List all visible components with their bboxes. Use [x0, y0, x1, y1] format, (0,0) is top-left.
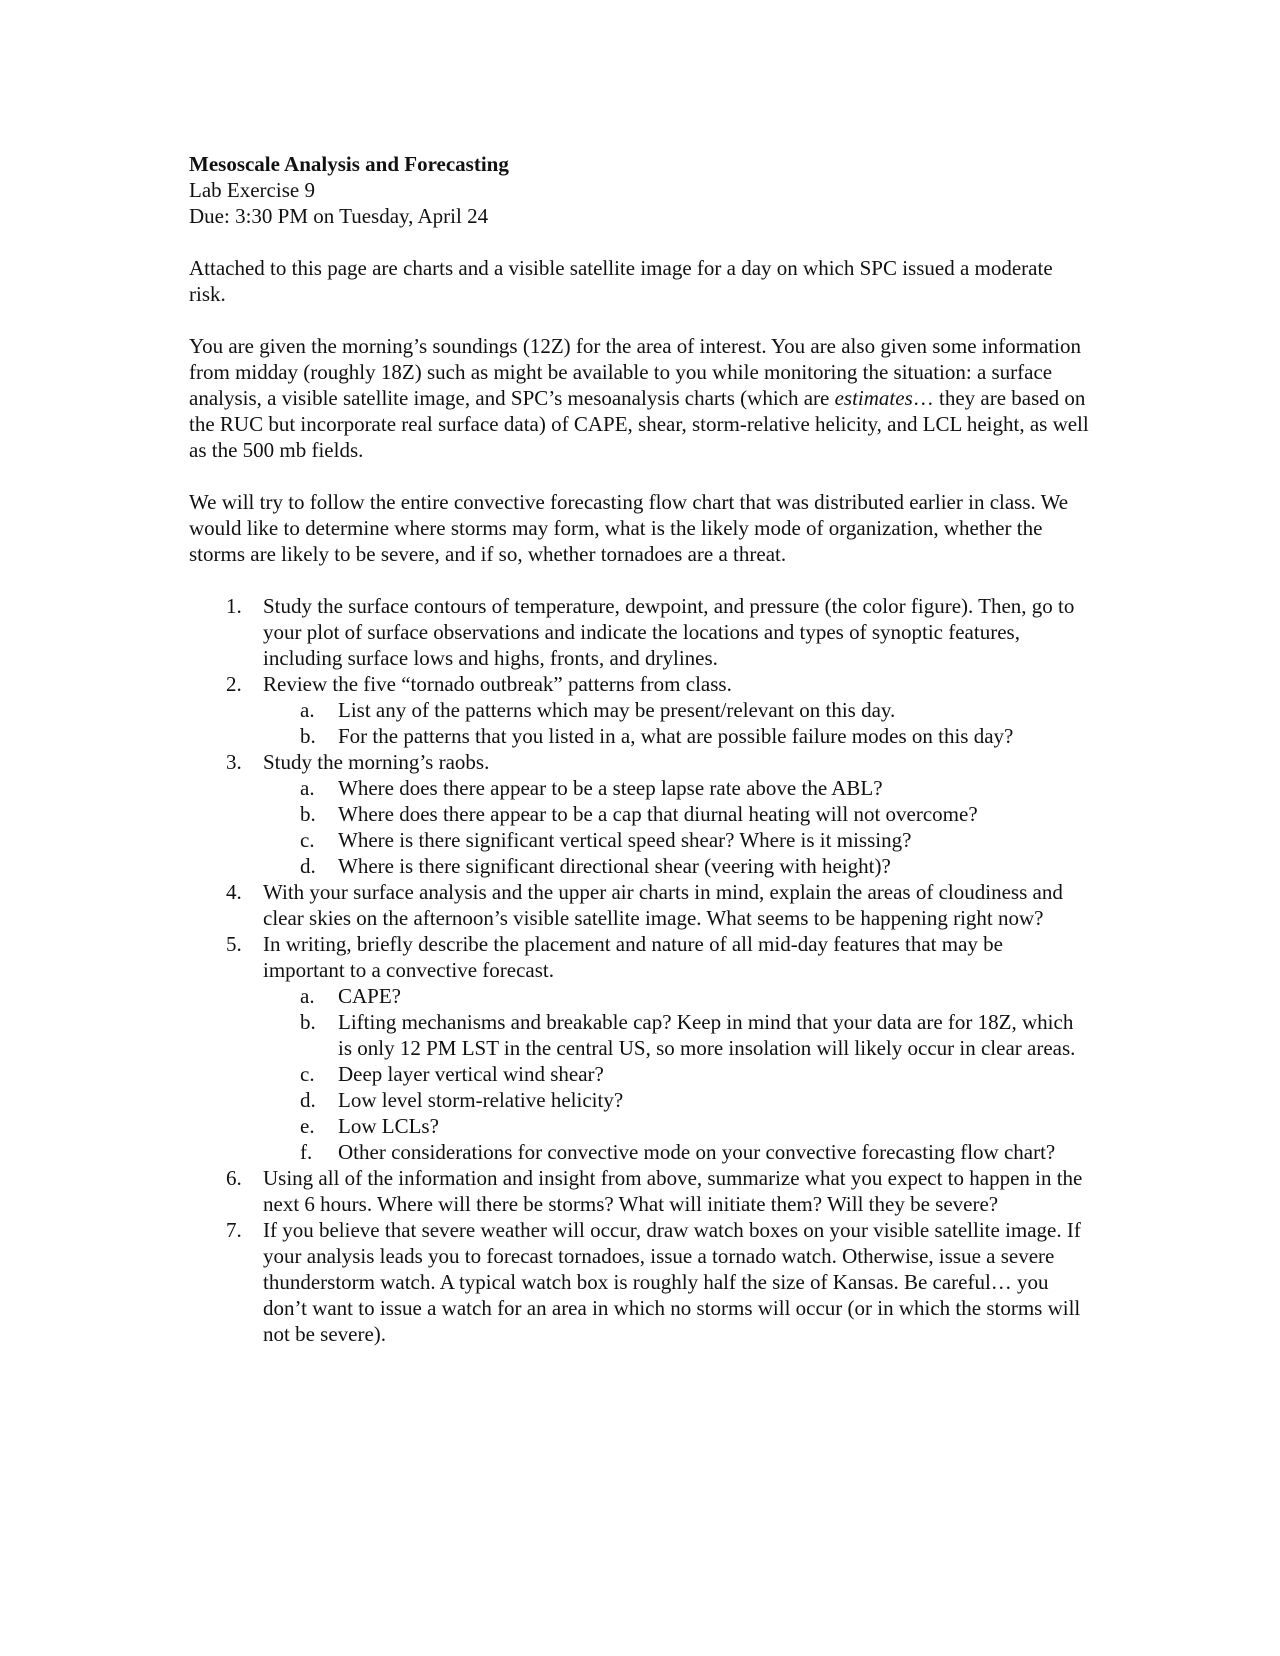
- subtask-letter: b.: [300, 1010, 316, 1034]
- intro-paragraph-3: We will try to follow the entire convective forecasting flow chart that was distributed earlier in class. We would like to determine where storms may form, what is the likely mode of organization, whether the storms are likely to be severe, and if so, whether tornadoes are a threat.: [189, 490, 1069, 566]
- subtask-item: [263, 723, 1089, 749]
- subtask-text: Where is there significant directional shear (veering with height)?: [338, 854, 891, 878]
- subtask-text: Low level storm-relative helicity?: [338, 1088, 624, 1112]
- subtask-item: [263, 1113, 1089, 1139]
- task-item: [189, 879, 1089, 931]
- subtask-item: [263, 853, 1089, 879]
- subtask-text: Where does there appear to be a cap that diurnal heating will not overcome?: [338, 802, 978, 826]
- subtask-text: Deep layer vertical wind shear?: [338, 1062, 604, 1086]
- task-number: 2.: [226, 672, 242, 696]
- document-title: Mesoscale Analysis and Forecasting: [189, 152, 509, 176]
- task-number: 1.: [226, 594, 242, 618]
- subtask-item: [263, 775, 1089, 801]
- task-list: [189, 593, 1089, 1347]
- subtask-item: [263, 1087, 1089, 1113]
- task-number: 4.: [226, 880, 242, 904]
- task-text: Review the five “tornado outbreak” patterns from class.: [263, 672, 732, 696]
- task-number: 6.: [226, 1166, 242, 1190]
- intro-paragraph-2: [189, 333, 1089, 463]
- subtask-letter: a.: [300, 984, 315, 1008]
- task-item: [189, 1217, 1089, 1347]
- subtask-list: [263, 775, 1089, 879]
- task-text: With your surface analysis and the upper air charts in mind, explain the areas of cloudiness and clear skies on the afternoon’s visible satellite image. What seems to be happening right now?: [263, 880, 1063, 930]
- task-text: Study the morning’s raobs.: [263, 750, 490, 774]
- intro-paragraph-1: Attached to this page are charts and a visible satellite image for a day on which SPC issued a moderate risk.: [189, 256, 1053, 306]
- due-date: Due: 3:30 PM on Tuesday, April 24: [189, 204, 489, 228]
- task-text: Study the surface contours of temperature, dewpoint, and pressure (the color figure). Then, go to your plot of surface observations and indicate the locations and types of synoptic features, including surface lows and highs, fronts, and drylines.: [263, 594, 1075, 670]
- task-item: [189, 593, 1089, 671]
- intro-paragraph-2-emphasis: estimates: [834, 386, 913, 410]
- task-number: 5.: [226, 932, 242, 956]
- subtask-letter: d.: [300, 1088, 316, 1112]
- subtask-list: [263, 697, 1089, 749]
- subtask-letter: b.: [300, 802, 316, 826]
- subtask-text: CAPE?: [338, 984, 401, 1008]
- subtask-item: [263, 697, 1089, 723]
- document-page: [189, 151, 1089, 1347]
- subtask-item: [263, 1009, 1089, 1061]
- task-item: [189, 749, 1089, 879]
- task-item: [189, 931, 1089, 1165]
- subtask-text: For the patterns that you listed in a, what are possible failure modes on this day?: [338, 724, 1014, 748]
- subtask-letter: d.: [300, 854, 316, 878]
- subtask-item: [263, 801, 1089, 827]
- lab-exercise-number: Lab Exercise 9: [189, 178, 315, 202]
- subtask-letter: c.: [300, 828, 315, 852]
- subtask-text: Where does there appear to be a steep lapse rate above the ABL?: [338, 776, 883, 800]
- task-item: [189, 1165, 1089, 1217]
- task-text: In writing, briefly describe the placement and nature of all mid-day features that may be important to a convective forecast.: [263, 932, 1003, 982]
- subtask-letter: c.: [300, 1062, 315, 1086]
- subtask-text: Other considerations for convective mode on your convective forecasting flow chart?: [338, 1140, 1056, 1164]
- subtask-text: Lifting mechanisms and breakable cap? Keep in mind that your data are for 18Z, which is only 12 PM LST in the central US, so more insolation will likely occur in clear areas.: [338, 1010, 1076, 1060]
- task-number: 7.: [226, 1218, 242, 1242]
- task-item: [189, 671, 1089, 749]
- subtask-text: List any of the patterns which may be present/relevant on this day.: [338, 698, 896, 722]
- subtask-item: [263, 1139, 1089, 1165]
- subtask-item: [263, 983, 1089, 1009]
- subtask-letter: f.: [300, 1140, 313, 1164]
- task-text: If you believe that severe weather will occur, draw watch boxes on your visible satellite image. If your analysis leads you to forecast tornadoes, issue a tornado watch. Otherwise, issue a severe thunderstorm watch. A typical watch box is roughly half the size of Kansas. Be careful… you don’t want to issue a watch for an area in which no storms will occur (or in which the storms will not be severe).: [263, 1218, 1081, 1346]
- subtask-text: Low LCLs?: [338, 1114, 439, 1138]
- subtask-text: Where is there significant vertical speed shear? Where is it missing?: [338, 828, 912, 852]
- task-number: 3.: [226, 750, 242, 774]
- subtask-letter: a.: [300, 776, 315, 800]
- subtask-letter: a.: [300, 698, 315, 722]
- intro-paragraph-2-start: You are given the morning’s soundings (12Z) for the area of interest. You are also given some information from midday (roughly 18Z) such as might be available to you while monitoring the situation: a surface analysis, a visible satellite image, and SPC’s mesoanalysis charts (which are: [189, 334, 1081, 410]
- subtask-item: [263, 1061, 1089, 1087]
- intro-paragraph-2-end: … they are based on the RUC but incorporate real surface data) of CAPE, shear, storm-relative helicity, and LCL height, as well as the 500 mb fields.: [189, 386, 1089, 462]
- subtask-item: [263, 827, 1089, 853]
- task-text: Using all of the information and insight from above, summarize what you expect to happen in the next 6 hours. Where will there be storms? What will initiate them? Will they be severe?: [263, 1166, 1083, 1216]
- subtask-letter: b.: [300, 724, 316, 748]
- subtask-letter: e.: [300, 1114, 315, 1138]
- subtask-list: [263, 983, 1089, 1165]
